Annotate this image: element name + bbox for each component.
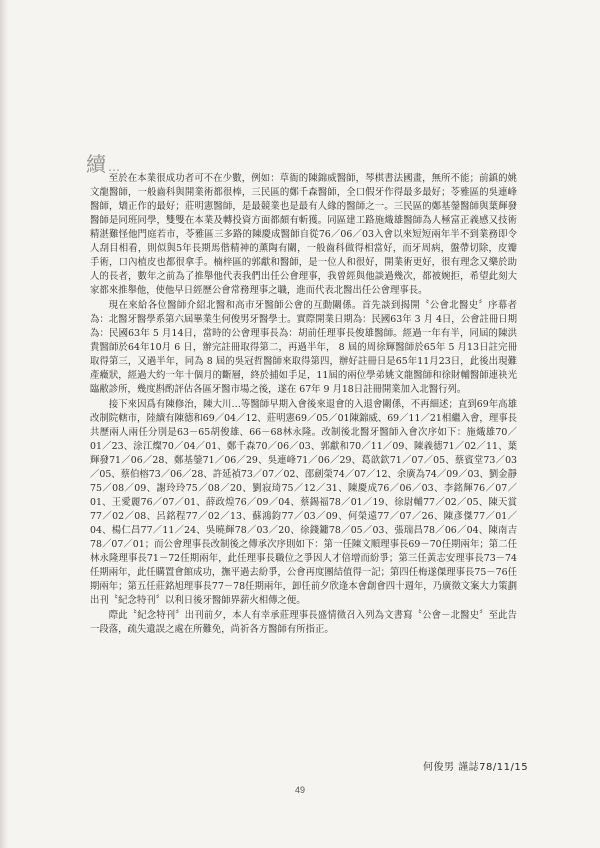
paragraph-history: 現在來給各位醫師介紹北醫和高市牙醫師公會的互動關係。首先談到揭開〝公會北醫史〞序幕者為：北醫牙醫學系第六屆畢業生何俊男牙醫學士。實際開業日期為：民國63年 3 月 4日，公會註冊日期為：民國63年 5 月14日，當時的公會理事長為：胡前任理事長俊雄醫師。經過一年有半，同屆的陳洪貴醫師於64年10月 6 日，辦完註冊取得第二，再過半年， 8 屆的周徐輝醫師於65年 5 月13日註完冊取得第三，又過半年，同為 8 屆的吳冠哲醫師來取得第四，辦好註冊日是65年11月23日，此後出現難產癥狀，經過大約一年十個月的斷層，終於捕如手足，11屆的兩位學弟姚文龍醫師和徐財輔醫師連袂光臨敝診所，幾度斟酌評估各區牙醫市場之後，遂在 67年 9 月18日註冊開業加入北醫行列。 [90, 300, 517, 395]
paragraph-closing: 際此〝紀念特刊〞出刊前夕，本人有幸承莊理事長盛情徵召入列為文書寫〝公會－北醫史〞至此告一段落，疏失遺誤之處在所難免，尚祈各方醫師有所指正。 [90, 610, 517, 635]
heading-ellipsis: … [108, 160, 121, 174]
heading-title: 續 [86, 152, 108, 176]
article-body [90, 172, 517, 638]
page-number: 49 [294, 785, 305, 795]
author-signature: 何俊男 謹誌78/11/15 [423, 762, 529, 773]
paragraph-members: 至於在本業很成功者可不在少數，例如：草衙的陳錦威醫師，琴棋書法國畫，無所不能；前鎮的姚文龍醫師，一般齒科與開業術都很棒，三民區的鄭千森醫師，全口假牙作得最多最好；苓雅區的吳連峰醫師，矯正作的最好；莊明憲醫師，是最競業也是最有人緣的醫師之一。三民區的鄭基鎣醫師與葉輝發醫師是同班同學，雙雙在本業及轉投資方面都頗有斬獲。同區建工路施熾雄醫師為人極富正義感又技術精湛難怪他門庭若市，苓雅區三多路的陳慶成醫師自從76／06／03入會以來短短兩年半不到業務即令人刮目相看，則似與5年長期馬偕精神的薰陶有關，一般齒科做得相當好，而牙周病，盤帶切除，皮瓣手術，口內植皮也都很拿手。楠梓區的郭獻和醫師，是一位人和很好，開業術更好，很有理念又樂於助人的長者，數年之前為了推舉他代表我們出任公會理事，我曾經與他談過幾次，都被婉拒，希望此刻大家都來推舉他，使他早日經歷公會常務理事之職，進而代表北醫出任公會理事長。 [90, 173, 517, 296]
paragraph-membership-list: 接下來因爲有陳修治，陳大川…等醫師早期入會後來退會的入退會關係，不再細述；直到69年高雄改制院轄市，陸續有陳德和69／04／12、莊明憲69／05／01陳錦威、69／11／21相繼入會，理事長共歷兩人兩任分別是63－65胡俊雄、66－68林永隆。改制後北醫牙醫師入會次序如下：施熾雄70／01／23、涂江燦70／04／01、鄭千森70／06／03、郭獻和70／11／09、陳義德71／02／11、葉輝發71／06／28、鄭基鎣71／06／29、吳連峰71／06／29、葛歆欽71／07／05、蔡賓堂73／03／05、蔡伯榕73／06／28、許延禎73／07／02、邵劍榮74／07／12、余廣為74／09／03、劉金靜75／08／09、謝玲玲75／08／20、劉寂琦75／12／31、陳慶成76／06／03、李銘輝76／07／01、王愛麗76／07／01、薛政煌76／09／04、蔡錫福78／01／19、徐尉輔77／02／05、陳天賞77／02／08、呂銘程77／02／13、蘇鴻鈞77／03／09、何榮遠77／07／26、陳彥傑77／01／04、楊仁昌77／11／24、吳曉輝78／03／20、徐錢鏞78／05／03、張瑞昌78／06／04、陳南吉78／07／01；而公會理事長改制後之傳承次序則如下：第一任陳文順理事長69－70任期兩年；第二任林永隆理事長71－72任期兩年，此任理事長職位之爭因人才倍增而紛爭；第三任黃志安理事長73－74任期兩年，此任購置會館成功，撫平過去紛爭，公會再度團結值得一記；第四任梅遂傑理事長75－76任期兩年；第五任莊銘旭理事長77－78任期兩年，卸任前夕欣逢本會創會四十週年，乃廣徵文案大力策劃出刊〝紀念特刊〞以利日後牙醫師界薪火相傳之便。 [90, 399, 517, 606]
page-edge-shadow [0, 0, 8, 848]
